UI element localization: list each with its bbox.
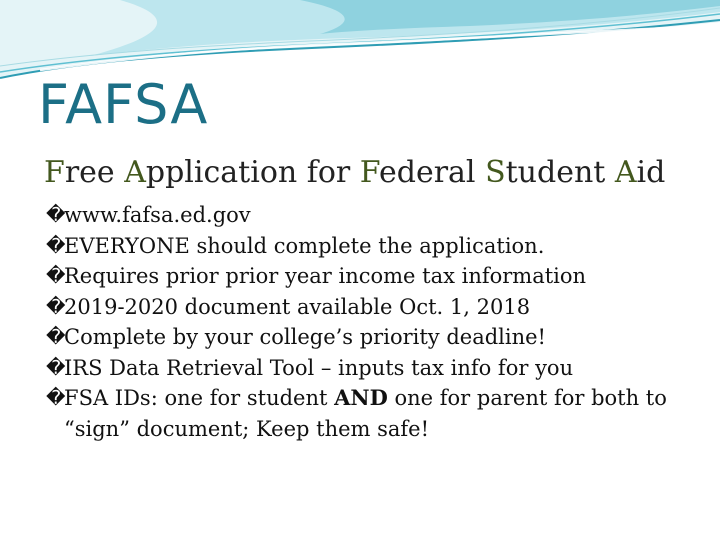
bullet-text: EVERYONE should complete the application. bbox=[64, 233, 545, 258]
bullet-glyph-icon: � bbox=[46, 387, 66, 409]
bullet-text-bold: AND bbox=[334, 385, 388, 410]
bullet-text: FSA IDs: one for student bbox=[64, 386, 335, 410]
bullet-item-availability bbox=[46, 292, 706, 323]
subtitle-initial-f: F bbox=[44, 155, 65, 190]
subtitle-word-rest: id bbox=[636, 155, 666, 190]
bullet-text: Requires prior prior year income tax information bbox=[64, 264, 587, 288]
bullet-item-fsa-ids bbox=[46, 383, 706, 444]
subtitle-initial-s: S bbox=[485, 155, 506, 190]
bullet-item-tax-info bbox=[46, 261, 706, 292]
bullet-text: www.fafsa.ed.gov bbox=[64, 203, 251, 227]
subtitle-initial-a: A bbox=[124, 155, 146, 190]
subtitle-word-rest: ree bbox=[64, 155, 125, 190]
bullet-text: IRS Data Retrieval Tool – inputs tax info for you bbox=[64, 355, 574, 380]
bullet-item-irs-tool bbox=[46, 353, 706, 384]
bullet-glyph-icon: � bbox=[46, 204, 66, 226]
bullet-text: 2019-2020 document available Oct. 1, 2018 bbox=[64, 294, 531, 319]
subtitle-word-rest: ederal bbox=[378, 155, 486, 190]
bullet-text: Complete by your college’s priority deadline! bbox=[64, 325, 546, 349]
slide-title: FAFSA bbox=[38, 73, 209, 136]
bullet-glyph-icon: � bbox=[46, 295, 66, 318]
bullet-glyph-icon: � bbox=[46, 265, 66, 287]
bullet-list bbox=[46, 200, 706, 444]
bullet-item-website bbox=[46, 200, 706, 231]
bullet-text: one for parent for both to “sign” document; Keep them safe! bbox=[64, 386, 667, 441]
subtitle-initial-f: F bbox=[359, 155, 379, 190]
bullet-item-everyone bbox=[46, 231, 706, 262]
bullet-glyph-icon: � bbox=[46, 326, 66, 348]
subtitle-initial-a: A bbox=[614, 155, 637, 190]
bullet-item-deadline bbox=[46, 322, 706, 353]
slide-subtitle bbox=[44, 148, 665, 198]
bullet-glyph-icon: � bbox=[46, 234, 66, 257]
subtitle-word-rest: pplication for bbox=[145, 155, 360, 190]
bullet-glyph-icon: � bbox=[46, 356, 66, 379]
subtitle-word-rest: tudent bbox=[505, 155, 615, 190]
